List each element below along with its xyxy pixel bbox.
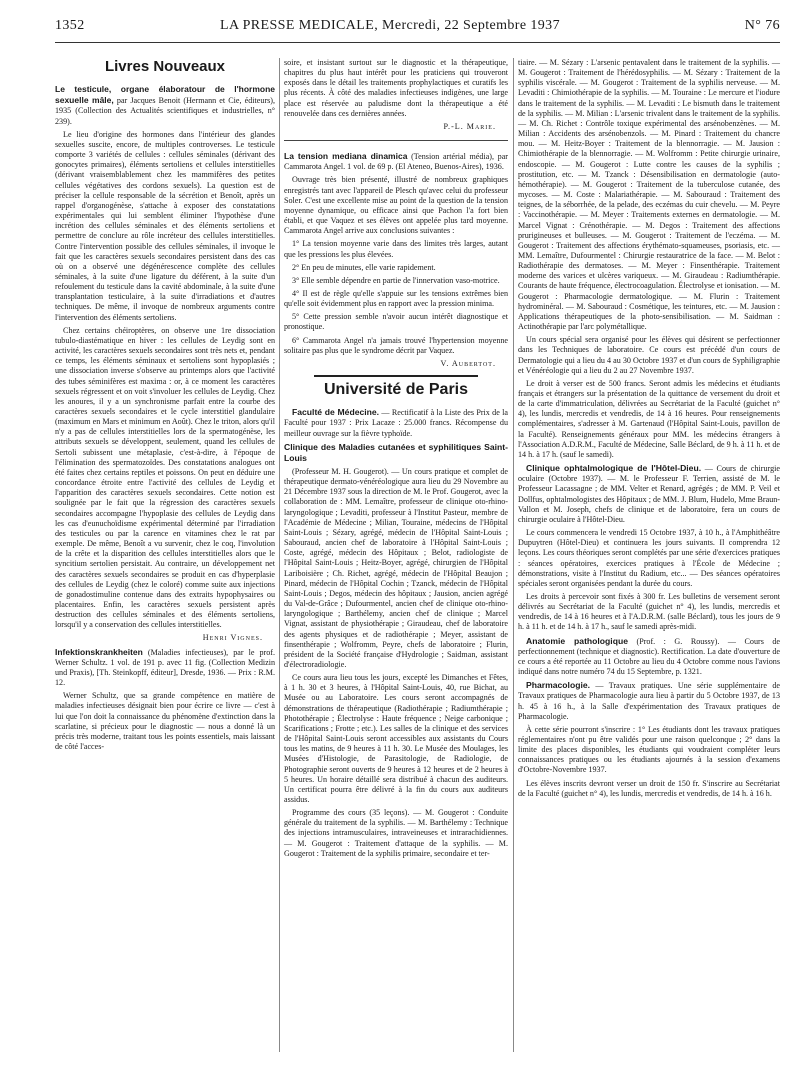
issue-number: N° 76	[744, 18, 780, 33]
notice-paragraph: Le droit à verser est de 500 francs. Seront admis les médecins et étudiants français et étrangers sur la présentation de la quittance de versement du droit et de la carte d'immatriculation, délivrées au Secrétariat de la Faculté (guichet n° 4), les lundis, mercredis et vendredis, de 14 à 16 heures. Pour renseignements complémentaires, s'adresser à M. Gartenaud (l'Hôpital Saint-Louis, pavillon de la Faculté). Renseignements généraux pour MM. les médecins étrangers à l'Association A.D.R.M., Faculté de Médecine, Salle Béclard, de 9 h. à 11 h. et de 14 h. à 17 h. (sauf le samedi).	[518, 378, 780, 459]
book-ref-3: (Tension artérial média), par Cammarota Angel. 1 vol. de 69 p. (El Ateneo, Buenos-Aires), 1936.	[284, 152, 508, 172]
section-title-books: Livres Nouveaux	[104, 58, 226, 75]
book-entry-1	[55, 84, 275, 127]
conclusion-item: 3° Elle semble dépendre en partie de l'innervation vaso-motrice.	[292, 275, 500, 285]
book-title-2: Infektionskrankheiten	[55, 646, 143, 657]
divider	[314, 375, 478, 377]
notice-paragraph: Ce cours aura lieu tous les jours, excepté les Dimanches et Fêtes, à 1 h. 30 et 3 heures, à l'Hôpital Saint-Louis, 40, rue Bichat, au Musée ou au Laboratoire. Les cours seront accompagnés de démonstrations de thérapeutique (Radiothérapie ; Radiumthérapie ; Photothérapie ; Électrolyse : Haute fréquence ; Neige carbonique ; Scarifications ; Frotte ; etc.). Les salles de la clinique et des services de l'Hôpital Saint-Louis seront accessibles aux assistants du Cours tous les matins, de 9 heures à 11 h. 30. Le Musée des Moulages, les Musées d'Histologie, de Parasitologie, de Radiologie, de Photographie seront ouverts de 9 heures à 12 heures et de 2 heures à 5 heures. Un horaire détaillé sera distribué à chacun des auditeurs. Un certificat pourra être délivré à la fin du cours aux auditeurs assidus.	[284, 673, 508, 804]
review-signature: Henri Vignes.	[202, 633, 263, 643]
review-paragraph: soire, et insistant surtout sur le diagnostic et la thérapeutique, chapitres du plus haut intérêt pour les praticiens qui trouveront exposés dans le détail les traitements prophylactiques et curatifs les plus récents. À côté des maladies infectieuses indigènes, une large place est réservée au paludisme dont la thérapeutique a été renouvelée dans ces dernières années.	[284, 58, 508, 118]
conclusion-item: 4° Il est de règle qu'elle s'appuie sur les tensions extrêmes bien qu'elle soit évidemment plus en rapport avec la pression minima.	[284, 288, 508, 309]
notice-heading: Pharmacologie.	[526, 680, 590, 691]
conclusion-item: 2° En peu de minutes, elle varie rapidement.	[292, 262, 436, 272]
notice-paragraph: À cette série pourront s'inscrire : 1° Les étudiants dont les travaux pratiques réglementaires n'ont pu être validés pour une raison quelconque ; 2° dans la limite des places disponibles, les étudiants qui voudraient compléter leurs connaissances pratiques ou les étudiants ajournés à la session d'examens d'Octobre-Novembre 1937.	[518, 724, 780, 775]
page-number: 1352	[55, 18, 85, 33]
notice-paragraph: (Professeur M. H. Gougerot). — Un cours pratique et complet de thérapeutique dermato-vénéréologique aura lieu du 29 Novembre au 21 Décembre 1937 sous la direction de M. le Prof. Gougerot, avec la collaboration de : MM. Lemaître, professeur de clinique oto-rhino-laryngologique ; Levaditi, professeur à l'Institut Pasteur, membre de l'Académie de Médecine ; Milian, Touraine, médecins de l'Hôpital Saint-Louis ; Sézary, agrégé, médecin de l'Hôpital Saint-Louis ; Sabouraud, ancien chef de laboratoire à l'Hôpital Saint-Louis ; Coste, agrégé, médecin des Hôpitaux ; Belot, radiologiste de l'Hôpital Saint-Louis ; Heitz-Boyer, agrégé, chirurgien de l'Hôpital Lariboisière ; Ch. Richet, agrégé, médecin de l'Hôpital Beaujon ; Pinard, médecin de l'Hôpital Cochin ; Tzanck, médecin de l'Hôpital Saint-Louis ; Degos, médecin des hôpitaux ; Jausion, ancien agrégé du Val-de-Grâce ; Dufourmentel, ancien chef de clinique oto-rhino-laryngologique ; Barthélemy, ancien chef de clinique ; Marcel Vignat, assistant de physiothérapie ; Giraudeau, chef de laboratoire des agents physiques et de radiothérapie ; Meyer, assistant de finsenthérapie ; Wolfromm, Peyre, chefs de laboratoire ; Flurin, président de la Société française d'Hydrologie ; Saidman, assistant d'électroradiologie.	[284, 467, 508, 669]
book-title-1: Le testicule, organe élaboratour de l'hormone sexuelle mâle,	[55, 84, 275, 106]
header-rule	[55, 42, 780, 43]
notice-pharmacology: Pharmacologie. — Travaux pratiques. Une série supplémentaire de Travaux pratiques de Pharmacologie aura lieu à partir du 5 Octobre 1937, de 13 h. 45 à 16 h., à la Salle d'expérimentation des Travaux pratiques de Pharmacologie.	[518, 680, 780, 721]
notice-paragraph: tiaire. — M. Sézary : L'arsenic pentavalent dans le traitement de la syphilis. — M. Gougerot : Traitement de l'hérédosyphilis. — M. Sézary : Traitement de la syphilis viscérale. — M. Gougerot : Traitement de la syphilis nerveuse. — M. Levaditi : Chimiothérapie de la syphilis. — M. Touraine : Le mercure et l'iodure dans le traitement de la syphilis. — M. Levaditi : Le bismuth dans le traitement de la syphilis. — M. Milian : L'arsenic trivalent dans le traitement de la syphilis. — M. Ch. Richet : Contrôle toxique expérimental des arsénobenzènes. — M. Milian : Accidents des arsénobenzols. — M. Pinard : Traitement du chancre mou. — M. Heitz-Boyer : Traitement de la blennorragie. — M. Jausion : Chimiothérapie de la blennorragie. — M. Wolfromm : Petite chirurgie urinaire, endoscopie. — M. Gougerot : Lutte contre les causes de la syphilis ; prostitution, etc. — M. Tzanck : Désensibilisation en dermatologie (auto-hémothérapie). — M. Gougerot : Traitement de la tuberculose cutanée, des mycoses. — M. Coste : Malariathérapie. — M. Sabouraud : Traitement des teignes, de la séborrhée, de la pelade, des eczémas du cuir chevelu. — M. Peyre : Vaccinothérapie. — M. Meyer : Traitements externes en dermatologie. — M. Marcel Vignat : Crénothérapie. — M. Degos : Traitement des affections prurigineuses et bulleuses. — M. Gougerot : Traitement de l'eczéma. — M. Gougerot : Traitement des affections érythémato-squameuses, psoriasis, etc. — MM. Lemaître, Dufourmentel : Chirurgie restauratrice de la face. — M. Belot : Radiothérapie des dermatoses. — M. Meyer : Finsenthérapie. Traitement moderne des varices et ulcères variqueux. — M. Giraudeau : Radiumthérapie. Courants de haute fréquence, électrocoagulation. Électrolyse et ionisation. — M. Gougerot : Pharmacologie dermatologique. — M. Flurin : Traitement hydrominéral. — M. Sabouraud : Cosmétique, les teintures, etc. — M. Jausion : Applications thérapeutiques de la photo-sensibilisation. — M. Saidman : Actinothérapie par l'arc polymétallique.	[518, 58, 780, 332]
conclusion-item: 6° Cammarota Angel n'a jamais trouvé l'hypertension moyenne solitaire pas plus que le syndrome décrit par Vaquez.	[284, 335, 508, 355]
book-title-3: La tension mediana dinamica	[284, 151, 408, 162]
review-paragraph: Werner Schultz, que sa grande compétence en matière de maladies infectieuses désignait bien pour écrire ce livre — c'est à lui que l'on doit la connaissance du phénomène d'extinction dans la scarlatine, si précieux pour le diagnostic — nous a donné là un précis très moderne, traitant tous les points essentiels, mais laissant de côté l'acces-	[55, 691, 275, 751]
review-signature: P.-L. Marie.	[443, 121, 496, 131]
book-ref-2: (Maladies infectieuses), par le prof. Werner Schultz. 1 vol. de 191 p. avec 11 fig. (Collection Medizin und Praxis), [Th. Steinkopff, éditeur], Dresde, 1936. — Prix : R.M. 12.	[55, 647, 275, 688]
notice-clinic-heading: Clinique des Maladies cutanées et syphilitiques Saint-Louis	[284, 441, 508, 463]
review-paragraph: Ouvrage très bien présenté, illustré de nombreux graphiques enregistrés tant avec l'appareil de Plesch qu'avec celui du professeur Soler. C'est une excellente mise au point de la question de la tension moyenne dynamique, ou efficace ainsi que Pachon l'a fort bien établi, et que Vaquez et ses élèves ont appelée plus tard moyenne. Cammarota Angel arrive aux conclusions suivantes :	[284, 175, 508, 236]
notice-heading: Anatomie pathologique	[526, 635, 628, 646]
review-signature: V. Aubertot.	[440, 358, 496, 368]
notice-paragraph: Le cours commencera le vendredi 15 Octobre 1937, à 10 h., à l'Amphithéâtre Dupuytren (Hôtel-Dieu) et continuera les jours suivants. Il comprendra 12 leçons. Les cours théoriques seront complétés par une série d'exercices pratiques : séances opératoires, exercices pratiques à l'École de Médecine ; démonstrations, visite à l'Institut du Radium, etc... — Des séances opératoires spéciales seront organisées pendant la durée du cours.	[518, 528, 780, 588]
conclusion-item: 1° La tension moyenne varie dans des limites très larges, autant que les pressions les plus élevées.	[284, 239, 508, 259]
column-1	[55, 58, 275, 755]
notice-paragraph: Les élèves inscrits devront verser un droit de 150 fr. S'inscrire au Secrétariat de la Faculté (guichet n° 4), les lundis, mercredis et vendredis, de 14 h. à 16 h.	[518, 778, 780, 798]
section-title-university: Université de Paris	[323, 381, 469, 399]
notice-faculty: Faculté de Médecine. — Rectificatif à la Liste des Prix de la Faculté pour 1937 : Prix Lacaze : 25.000 francs. Récompense du meilleur ouvrage sur la fièvre typhoïde.	[284, 407, 508, 438]
notice-paragraph: Les droits à percevoir sont fixés à 300 fr. Les bulletins de versement seront délivrés au Secrétariat de la Faculté (guichet n° 4), les lundis, mercredis et vendredis, de 14 à 16 heures et à l'A.D.R.M. (salle Béclard), tous les jours de 9 h. à 11 h. et de 14 h. à 17 h., sauf le samedi après-midi.	[518, 591, 780, 632]
column-divider-1	[279, 58, 280, 1052]
column-3	[518, 58, 780, 802]
notice-heading: Faculté de Médecine.	[292, 407, 380, 418]
book-entry-3	[284, 151, 508, 172]
notice-anatomy: Anatomie pathologique (Prof. : G. Roussy). — Cours de perfectionnement (technique et diagnostic). Rectification. La date d'ouverture de ce cours a été reportée au 11 Octobre au lieu du 4 Octobre comme nous l'avions indiqué dans notre numéro 74 du 15 Septembre, p. 1321.	[518, 635, 780, 677]
divider	[284, 140, 508, 141]
notice-paragraph: Un cours spécial sera organisé pour les élèves qui désirent se perfectionner dans les Techniques de laboratoire. Ce cours est précédé d'un cours de Dermatologie qui a lieu du 4 au 30 Octobre 1937 et d'un cours de Syphiligraphie et Vénéréologie qui a lieu du 2 au 27 Novembre 1937.	[518, 335, 780, 375]
column-divider-2	[513, 58, 514, 1052]
review-paragraph: Chez certains chéiroptères, on observe une 1re dissociation tubulo-diastématique en hiver : les cellules de Leydig sont en activité, les caractères sexuels secondaires sont très nets et, pendant ce temps, les éléments séminaux et sertoliens sont hypoplasiés ; une dissociation inverse s'observe au printemps alors que l'activité des tubes séminifères est maxima : or, à ce moment les caractères sexuels régressent et on voit s'involuer les cellules de Leydig. Chez les anoures, il y a un synchronisme parfait entre la courbe des caractères sexuels secondaires et le cycle interstitiel glandulaire (maximum en Mars et minimum en Août). Chez le triton, alors qu'il n'y a pas de cellules interstitielles lors de la spermatogénèse, les attributs sexuels se développent, seulement, quand les cellules de Sertoli subissent une métaplasie, c'est-à-dire, à l'époque de l'élimination des spermatozoïdes. Des constatations analogues ont été faites chez certains reptiles et poissons. On peut en déduire une concordance étroite entre l'activité des cellules de Leydig et l'apparition des caractères sexuels secondaires. Cette notion est soulignée par le fait que la régression des caractères sexuels secondaires accompagne l'hypoplasie des cellules de Leydig dans les cas d'eunuchoïdisme expérimental déterminé par l'irradiation des testicules ou par la carence en vitamines chez le rat par exemple. De même, Benoît a vu survenir, chez le coq, l'involution de la crête et la disparition des cellules interstitielles alors que le syncitium sertolien persistait. Au contraire, un développement net des caractères sexuels secondaires se produit en cas d'hyperplasie des cellules de Leydig (chez le coloré) comme suite aux injections de gonadostimuline contenue dans des extraits hypophysaires ou placentaires. Enfin, les caractères sexuels persistent après destruction des cellules séminales et des éléments sertoliens, lorsqu'il y a conservation des cellules interstitielles.	[55, 325, 275, 630]
column-2	[284, 58, 508, 862]
conclusion-item: 5° Cette pression semble n'avoir aucun intérêt diagnostique et pronostique.	[284, 312, 508, 332]
page-header	[55, 18, 780, 40]
book-ref-1: par Jacques Benoit (Hermann et Cie, éditeurs), 1935 (Collection des Actualités scientifiques et industrielles, n° 239).	[55, 96, 276, 126]
notice-paragraph: Programme des cours (35 leçons). — M. Gougerot : Conduite générale du traitement de la syphilis. — M. Barthélemy : Technique des injections intramusculaires, intraveineuses et intrarachidiennes. — M. Gougerot : Traitement d'attaque de la syphilis. — M. Gougerot : Traitement de la syphilis primaire, secondaire et ter-	[284, 808, 508, 858]
notice-ophtalmo: Clinique ophtalmologique de l'Hôtel-Dieu. — Cours de chirurgie oculaire (Octobre 1937). — M. le Professeur F. Terrien, assisté de M. le Professeur Lacassagne ; de MM. Velter et Renard, agrégés ; de MM. P. Veil et Dollfus, ophtalmologistes des Hôpitaux ; de MM. J. Blum, Hudelo, Mme Braun-Vallon et M. Joseph, chefs de clinique et de laboratoire, fera un cours de chirurgie oculaire à l'Hôtel-Dieu.	[518, 463, 780, 524]
review-paragraph: Le lieu d'origine des hormones dans l'intérieur des glandes sexuelles suscite, encore, de multiples controverses. Le testicule comporte 3 variétés de cellules : cellules séminales (dérivant des gonocytes primaires), éléments sertoliens et cellules interstitielles (dérivant vraisemblablement chez les mammifères des petites cellules végétatives des cordons sexuels). La question est de préciser la cellule responsable de la sécrétion et Benoît, après un rappel d'organogénèse, s'attache à exposer des constatations expérimentales qui lui semblent éliminer l'hypothèse d'une incrétion des cellules séminales et des éléments sertoliens et permettre de conclure au rôle incréteur des cellules interstitielles. Contre l'intervention possible des cellules séminales, il invoque le fait que les caractères sexuels secondaires persistent dans des cas où on a observé une dégénérescence complète des cellules séminales, à la suite d'une ligature du déférent, à la suite d'un refoulement du testicule dans la cavité abdominale, à la suite d'une transplantation testiculaire, à la suite d'irradiations et d'autres techniques. De même, il invoque de nombreux arguments contre l'intervention des éléments sertoliens.	[55, 129, 275, 322]
book-entry-2	[55, 647, 275, 689]
notice-heading: Clinique ophtalmologique de l'Hôtel-Dieu.	[526, 463, 702, 474]
masthead: LA PRESSE MEDICALE, Mercredi, 22 Septembre 1937	[220, 18, 560, 33]
